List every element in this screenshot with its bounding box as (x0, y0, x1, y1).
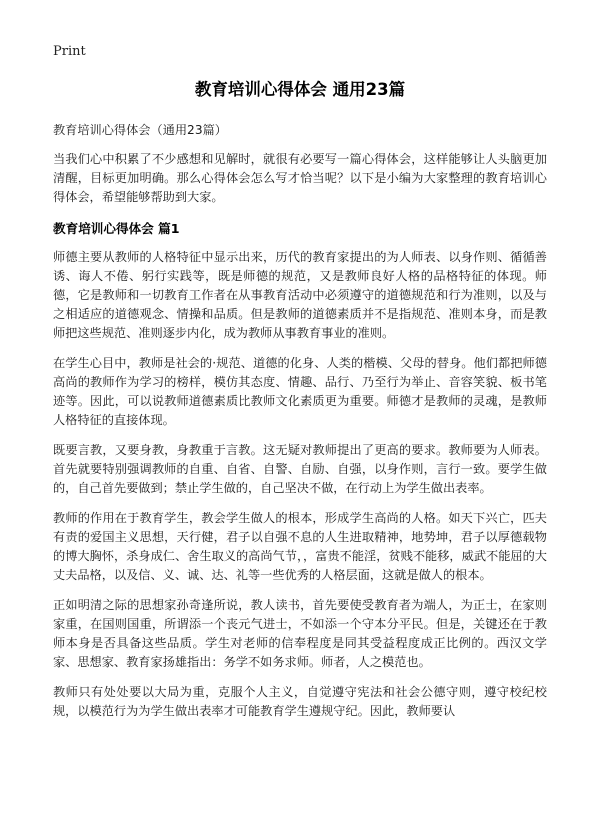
body-paragraph: 既要言教，又要身教，身教重于言教。这无疑对教师提出了更高的要求。教师要为人师表。首先就要特别强调教师的自重、自省、自警、自励、自强，以身作则，言行一致。要学生做的，自己首先要做到；禁止学生做的，自己坚决不做，在行动上为学生做出表率。 (53, 443, 547, 495)
article (53, 78, 547, 732)
body-paragraph: 教师只有处处要以大局为重，克服个人主义，自觉遵守宪法和社会公德守则，遵守校纪校规，以模范行为为学生做出表率才可能教育学生遵规守纪。因此，教师要认 (53, 685, 547, 718)
intro-paragraph: 当我们心中积累了不少感想和见解时，就很有必要写一篇心得体会，这样能够让人头脑更加清醒，目标更加明确。那么心得体会怎么写才恰当呢？以下是小编为大家整理的教育培训心得体会，希望能够帮助到大家。 (53, 152, 547, 204)
body-paragraph: 师德主要从教师的人格特征中显示出来，历代的教育家提出的为人师表、以身作则、循循善诱、诲人不倦、躬行实践等，既是师德的规范，又是教师良好人格的品格特征的体现。师德，它是教师和一切教育工作者在从事教育活动中必须遵守的道德规范和行为准则，以及与之相适应的道德观念、情操和品质。但是教师的道德素质并不是指规范、准则本身，而是教师把这些规范、准则逐步内化，成为教师从事教育事业的准则。 (53, 250, 547, 340)
body-paragraph: 正如明清之际的思想家孙奇逢所说，教人读书，首先要使受教育者为端人，为正士，在家则家重，在国则国重，所谓添一个丧元气进士，不如添一个守本分平民。但是，关键还在于教师本身是否具备这些品质。学生对老师的信奉程度是同其受益程度成正比例的。西汉文学家、思想家、教育家扬雄指出：务学不如务求师。师者，人之模范也。 (53, 598, 547, 669)
page-title: 教育培训心得体会 通用23篇 (194, 80, 406, 99)
article-subtitle: 教育培训心得体会（通用23篇） (53, 123, 227, 137)
print-link[interactable]: Print (53, 44, 86, 59)
body-paragraph: 在学生心目中，教师是社会的·规范、道德的化身、人类的楷模、父母的替身。他们都把师德高尚的教师作为学习的榜样，模仿其态度、情趣、品行、乃至行为举止、音容笑貌、板书笔迹等。因此，可以说教师道德素质比教师文化素质更为重要。师德才是教师的灵魂，是教师人格特征的直接体现。 (53, 356, 547, 427)
body-paragraph: 教师的作用在于教育学生，教会学生做人的根本，形成学生高尚的人格。如天下兴亡，匹夫有责的爱国主义思想，天行健，君子以自强不息的人生进取精神，地势坤，君子以厚德载物的博大胸怀，杀身成仁、舍生取义的高尚气节，，富贵不能淫，贫贱不能移，威武不能屈的大丈夫品格，以及信、义、诚、达、礼等一些优秀的人格层面，这就是做人的根本。 (53, 511, 547, 582)
section-heading: 教育培训心得体会 篇1 (53, 221, 180, 236)
